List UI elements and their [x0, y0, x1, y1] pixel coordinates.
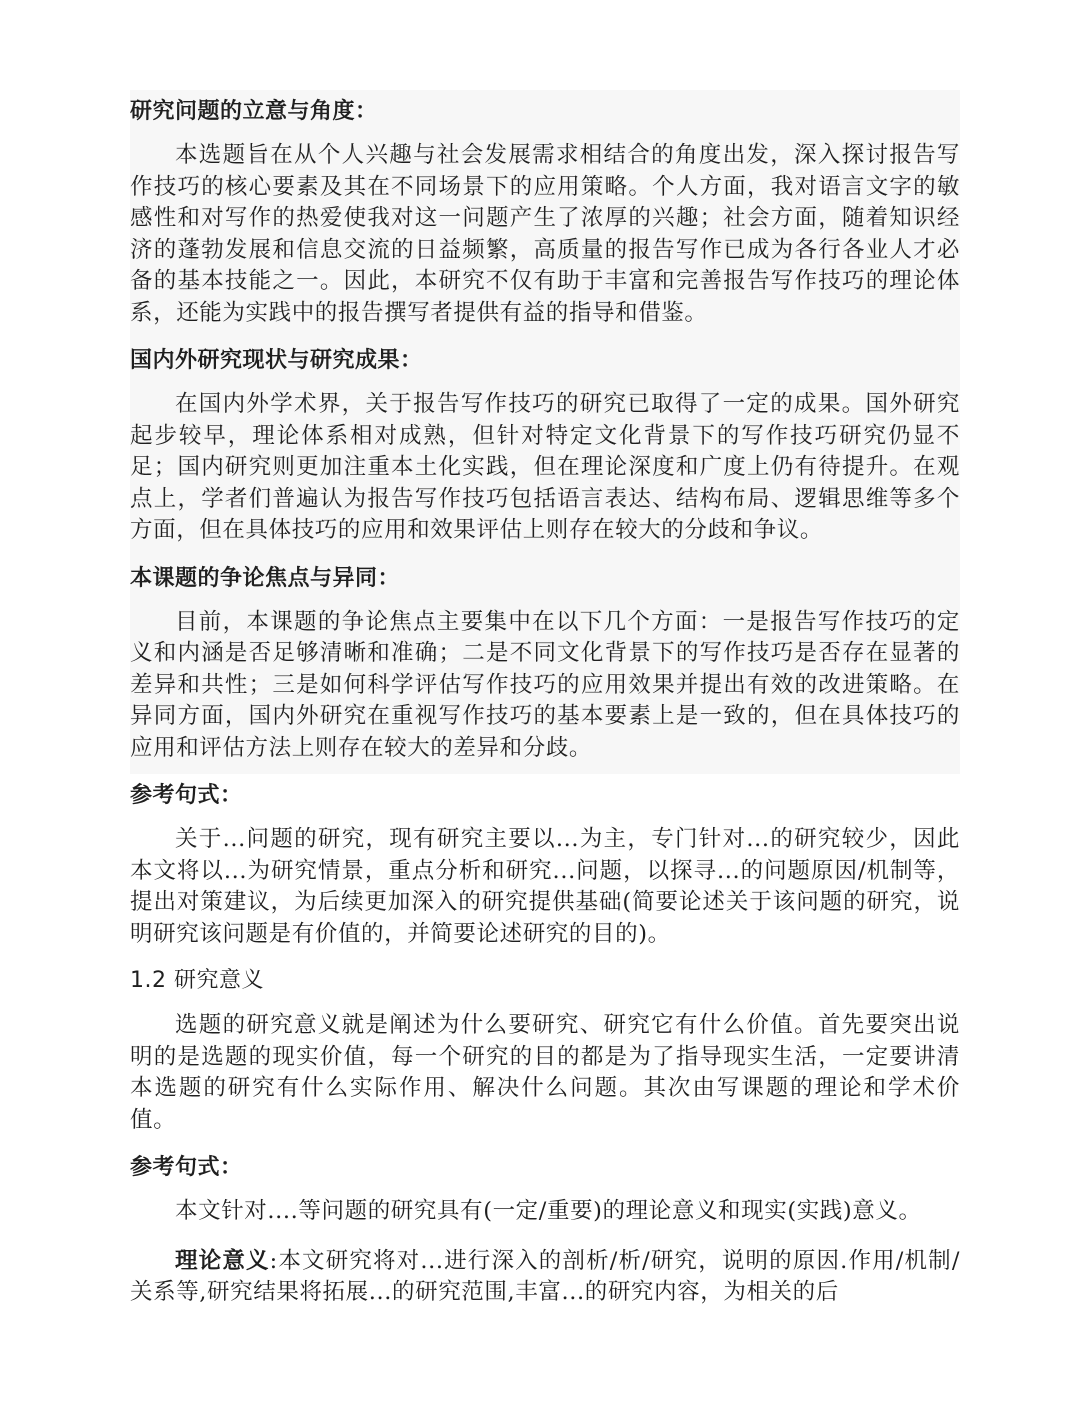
section-heading-1: 研究问题的立意与角度： [130, 98, 378, 124]
final-paragraph [130, 1238, 960, 1319]
section-body-3: 目前，本课题的争论焦点主要集中在以下几个方面：一是报告写作技巧的定义和内涵是否足够清晰和准确；二是不同文化背景下的写作技巧是否存在显著的差异和共性；三是如何科学评估写作技巧的应用效果并提出有效的改进策略。在异同方面，国内外研究在重视写作技巧的基本要素上是一致的，但在具体技巧的应用和评估方法上则存在较大的差异和分歧。 [130, 608, 960, 761]
section-body-4: 关于...问题的研究，现有研究主要以...为主，专门针对...的研究较少，因此本文将以...为研究情景，重点分析和研究...问题，以探寻...的问题原因/机制等，提出对策建议，为后续更加深入的研究提供基础(简要论述关于该问题的研究，说明研究该问题是有价值的，并简要论述研究的目的)。 [130, 826, 960, 947]
final-body: :本文研究将对...进行深入的剖析/析/研究，说明的原因.作用/机制/关系等,研究结果将拓展...的研究范围,丰富...的研究内容，为相关的后 [130, 1247, 960, 1305]
section-heading-6: 参考句式： [130, 1154, 243, 1180]
section-body-5: 选题的研究意义就是阐述为什么要研究、研究它有什么价值。首先要突出说明的是选题的现实价值，每一个研究的目的都是为了指导现实生活，一定要讲清本选题的研究有什么实际作用、解决什么问题。其次由写课题的理论和学术价值。 [130, 1012, 960, 1133]
shaded-block [130, 90, 960, 774]
section-heading-4: 参考句式： [130, 782, 243, 808]
document-page [130, 90, 960, 1319]
section-heading-3: 本课题的争论焦点与异同： [130, 564, 401, 591]
section-body-2: 在国内外学术界，关于报告写作技巧的研究已取得了一定的成果。国外研究起步较早，理论体系相对成熟，但针对特定文化背景下的写作技巧研究仍显不足；国内研究则更加注重本土化实践，但在理论深度和广度上仍有待提升。在观点上，学者们普遍认为报告写作技巧包括语言表达、结构布局、逻辑思维等多个方面，但在具体技巧的应用和效果评估上则存在较大的分歧和争议。 [130, 391, 960, 543]
final-lead: 理论意义 [175, 1247, 270, 1274]
section-heading-2: 国内外研究现状与研究成果： [130, 347, 423, 373]
section-heading-5: 1.2 研究意义 [130, 968, 264, 993]
section-body-1: 本选题旨在从个人兴趣与社会发展需求相结合的角度出发，深入探讨报告写作技巧的核心要素及其在不同场景下的应用策略。个人方面，我对语言文字的敏感性和对写作的热爱使我对这一问题产生了浓厚的兴趣；社会方面，随着知识经济的蓬勃发展和信息交流的日益频繁，高质量的报告写作已成为各行各业人才必备的基本技能之一。因此，本研究不仅有助于丰富和完善报告写作技巧的理论体系，还能为实践中的报告撰写者提供有益的指导和借鉴。 [130, 142, 960, 326]
section-body-6: 本文针对....等问题的研究具有(一定/重要)的理论意义和现实(实践)意义。 [175, 1198, 922, 1224]
